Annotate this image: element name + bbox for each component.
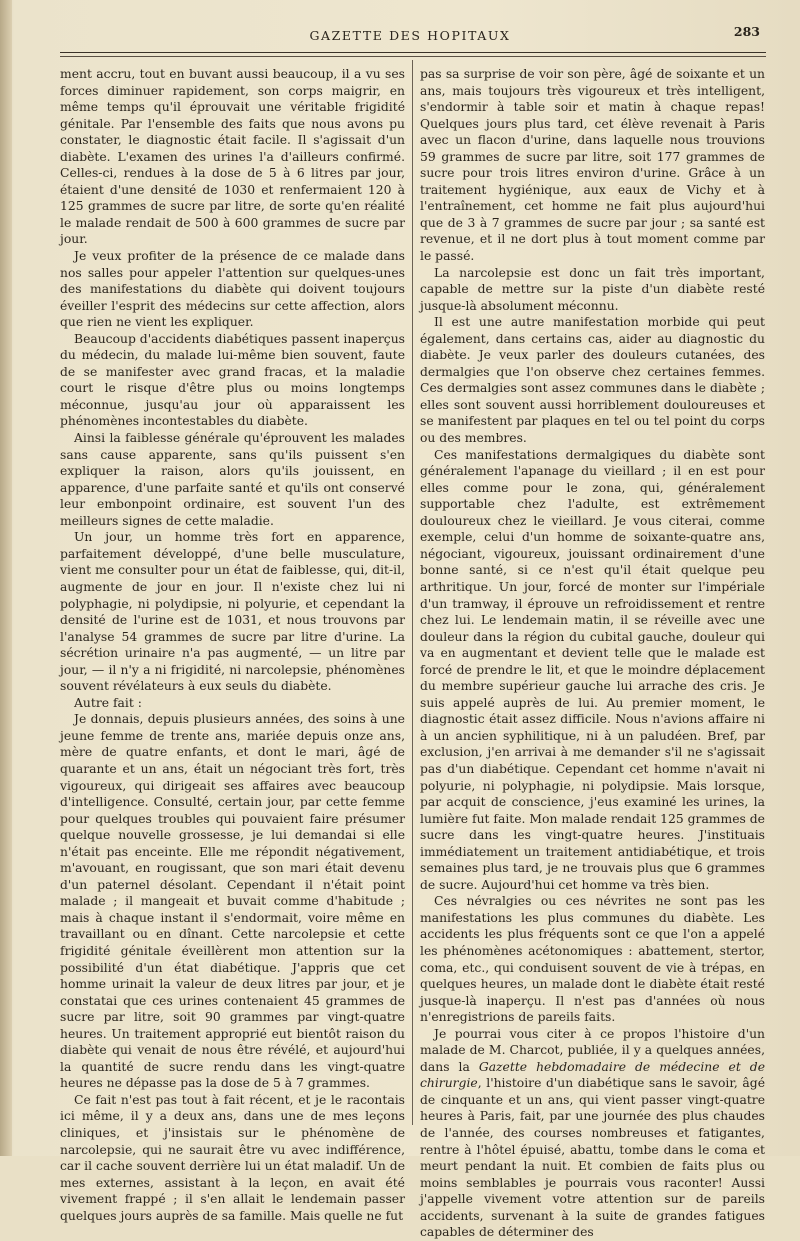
paragraph: pas sa surprise de voir son père, âgé de soixante et un ans, mais toujours très vigoureux et très intelligent, s'endormir à table soir et matin à chaque repas! Quelques jours plus tard, cet élève revenait à Paris avec un flacon d'urine, dans laquelle nous trouvions 59 grammes de sucre par litre, soit 177 grammes de sucre pour trois litres environ d'urine. Grâce à un traitement hygiénique, aux eaux de Vichy et à l'entraînement, cet homme ne fait plus aujourd'hui que de 3 à 7 grammes de sucre par jour ; sa santé est revenue, et il ne dort plus à tout moment comme par le passé. [420,67,765,264]
journal-title: Gazette hebdomadaire de médecine et de chirurgie [420,1059,765,1091]
paragraph: Beaucoup d'accidents diabétiques passent inaperçus du médecin, du malade lui-même bien souvent, faute de se manifester avec grand fracas, et la maladie court le risque d'être plus ou moins longtemps méconnue, jusqu'au jour où apparaissent les phénomènes incontestables du diabète. [60,331,405,429]
running-title: GAZETTE DES HOPITAUX [309,28,511,43]
paragraph: Un jour, un homme très fort en apparence, parfaitement développé, d'une belle musculature, vient me consulter pour un état de faiblesse, qui, dit-il, augmente de jour en jour. Il n'existe chez lui ni polyphagie, ni polydipsie, ni polyurie, et cependant la densité de l'urine est de 1031, et nous trouvons par l'analyse 54 grammes de sucre par litre d'urine. La sécrétion urinaire n'a pas augmenté, — un litre par jour, — il n'y a ni frigidité, ni narcolepsie, phénomènes souvent révélateurs à eux seuls du diabète. [60,530,405,694]
paragraph: Ces névralgies ou ces névrites ne sont pas les manifestations les plus communes du diabète. Les accidents les plus fréquents sont ce que l'on a appelé les phénomènes acétonomiques : abattement, stertor, coma, etc., qui conduisent souvent de vie à trépas, en quelques heures, un malade dont le diabète était resté jusque-là inaperçu. Il n'est pas d'années où nous n'enregistrions de pareils faits. [420,894,765,1025]
header-rule-thin [60,56,766,57]
paragraph [420,1026,765,1241]
paragraph: Ainsi la faiblesse générale qu'éprouvent les malades sans cause apparente, sans qu'ils puissent s'en expliquer la raison, alors qu'ils jouissent, en apparence, d'une parfaite santé et qu'ils ont conservé leur embonpoint ordinaire, est souvent l'un des meilleurs signes de cette maladie. [60,431,405,528]
page-header [60,24,760,50]
page-number: 283 [733,24,760,39]
paragraph: Ces manifestations dermalgiques du diabète sont généralement l'apanage du vieillard ; il en est pour elles comme pour le zona, qui, généralement supportable chez l'adulte, est extrêmement douloureux chez le vieillard. Je vous citerai, comme exemple, celui d'un homme de soixante-quatre ans, négociant, vigoureux, jouissant ordinairement d'une bonne santé, si ce n'est qu'il était quelque peu arthritique. Un jour, forcé de monter sur l'impériale d'un tramway, il éprouve un refroidissement et rentre chez lui. Le lendemain matin, il se réveille avec une douleur dans la région du cubital gauche, douleur qui va en augmentant et devient telle que le malade est forcé de prendre le lit, et que le moindre déplacement du membre supérieur gauche lui arrache des cris. Je suis appelé auprès de lui. Au premier moment, le diagnostic était assez difficile. Nous n'avions affaire ni à un ancien syphilitique, ni à un paludéen. Bref, par exclusion, j'en arrivai à me demander s'il ne s'agissait pas d'un diabétique. Cependant cet homme n'avait ni polyurie, ni polyphagie, ni polydipsie. Mais lorsque, par acquit de conscience, j'eus examiné les urines, la lumière fut faite. Mon malade rendait 125 grammes de sucre dans les vingt-quatre heures. J'instituais immédiatement un traitement antidiabétique, et trois semaines plus tard, je ne trouvais plus que 6 grammes de sucre. Aujourd'hui cet homme va très bien. [420,447,765,892]
left-column [60,66,405,1223]
paragraph: Il est une autre manifestation morbide qui peut également, dans certains cas, aider au diagnostic du diabète. Je veux parler des douleurs cutanées, des dermalgies que l'on observe chez certaines femmes. Ces dermalgies sont assez communes dans le diabète ; elles sont souvent aussi horriblement douloureuses et se manifestent par plaques en tel ou tel point du corps ou des membres. [420,315,765,446]
paragraph: La narcolepsie est donc un fait très important, capable de mettre sur la piste d'un diabète resté jusque-là absolument méconnu. [420,265,765,313]
column-divider [412,60,413,1125]
paragraph: Ce fait n'est pas tout à fait récent, et je le racontais ici même, il y a deux ans, dans une de mes leçons cliniques, et j'insistais sur le phénomène de narcolepsie, qui ne saurait être vu avec indifférence, car il cache souvent derrière lui un état maladif. Un de mes externes, assistant à la leçon, en avait été vivement frappé ; il s'en allait le lendemain passer quelques jours auprès de sa famille. Mais quelle ne fut [60,1092,405,1223]
paragraph: Je donnais, depuis plusieurs années, des soins à une jeune femme de trente ans, mariée depuis onze ans, mère de quatre enfants, et dont le mari, âgé de quarante et un ans, était un négociant très fort, très vigoureux, qui dirigeait ses affaires avec beaucoup d'intelligence. Consulté, certain jour, par cette femme pour quelques troubles qui pouvaient faire présumer quelque nouvelle grossesse, je lui demandai si elle n'était pas enceinte. Elle me répondit négativement, m'avouant, en rougissant, que son mari était devenu d'un paternel désolant. Cependant il n'était point malade ; il mangeait et buvait comme d'habitude ; mais à chaque instant il s'endormait, voire même en travaillant ou en dînant. Cette narcolepsie et cette frigidité génitale éveillèrent mon attention sur la possibilité d'un état diabétique. J'appris que cet homme urinait la valeur de deux litres par jour, et je constatai que ces urines contenaient 45 grammes de sucre par litre, soit 90 grammes par vingt-quatre heures. Un traitement approprié eut bientôt raison du diabète qui venait de nous être révélé, et aujourd'hui la quantité de sucre rendu dans les vingt-quatre heures ne dépasse pas la dose de 5 à 7 grammes. [60,712,405,1091]
right-column [420,66,765,1240]
page-binding-edge [0,0,12,1156]
paragraph-text: Je pourrai vous citer à ce propos l'histoire d'un malade de M. Charcot, publiée, il y a quelques années, dans la [420,1026,765,1074]
paragraph: Autre fait : [74,695,142,710]
header-rule [60,52,766,53]
paragraph-text: , l'histoire d'un diabétique sans le savoir, âgé de cinquante et un ans, qui vient passer vingt-quatre heures à Paris, fait, par une journée des plus chaudes de l'année, des courses nombreuses et fatigantes, rentre à l'hôtel épuisé, abattu, tombe dans le coma et meurt pendant la nuit. Et combien de faits plus ou moins semblables je pourrais vous raconter! Aussi j'appelle vivement votre attention sur de pareils accidents, survenant à la suite de grandes fatigues capables de déterminer des [420,1076,765,1240]
paragraph: ment accru, tout en buvant aussi beaucoup, il a vu ses forces diminuer rapidement, son corps maigrir, en même temps qu'il éprouvait une véritable frigidité génitale. Par l'ensemble des faits que nous avons pu constater, le diagnostic était facile. Il s'agissait d'un diabète. L'examen des urines l'a d'ailleurs confirmé. Celles-ci, rendues à la dose de 5 à 6 litres par jour, étaient d'une densité de 1030 et renfermaient 120 à 125 grammes de sucre par litre, de sorte qu'en réalité le malade rendait de 500 à 600 grammes de sucre par jour. [60,67,405,247]
paragraph: Je veux profiter de la présence de ce malade dans nos salles pour appeler l'attention sur quelques-unes des manifestations du diabète qui doivent toujours éveiller l'esprit des médecins sur cette affection, alors que rien ne vient les expliquer. [60,249,405,330]
